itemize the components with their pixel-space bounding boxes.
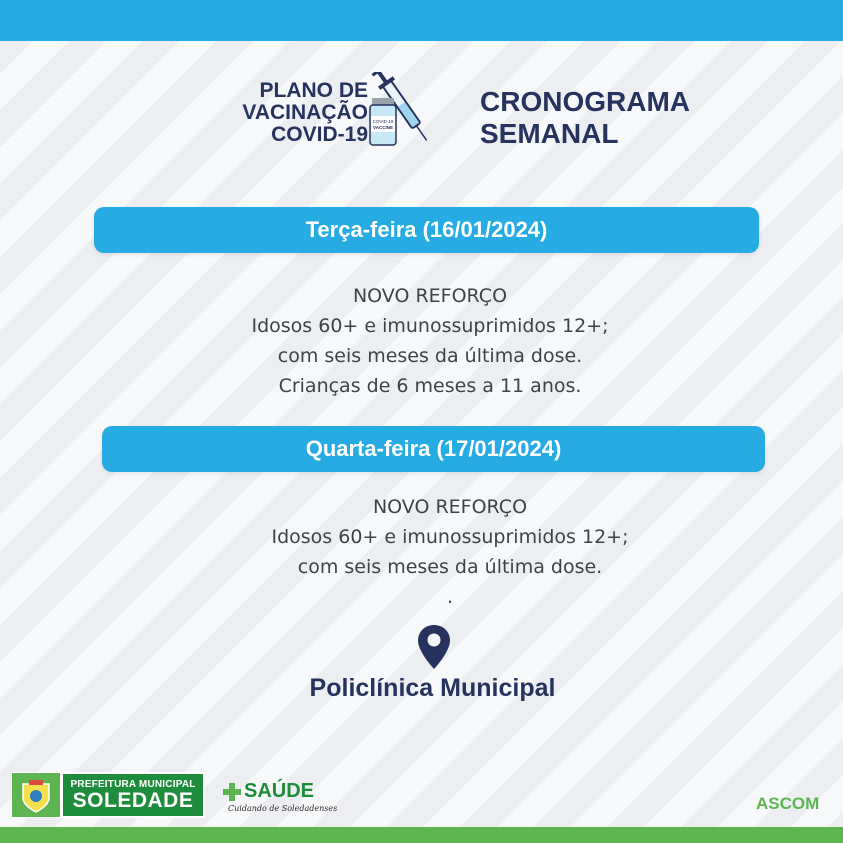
map-pin-icon bbox=[417, 624, 451, 670]
schedule-title-line-1: CRONOGRAMA bbox=[480, 86, 690, 117]
day-banner-wednesday: Quarta-feira (17/01/2024) bbox=[102, 426, 765, 472]
plan-title-line-3: COVID-19 bbox=[271, 123, 368, 146]
top-bar bbox=[0, 0, 843, 41]
booster-heading: NOVO REFORÇO bbox=[352, 285, 508, 307]
bottom-bar bbox=[0, 827, 843, 843]
syringe-vial-icon bbox=[368, 72, 434, 152]
schedule-title-line-2: SEMANAL bbox=[480, 118, 619, 149]
schedule-line: Crianças de 6 meses a 11 anos. bbox=[278, 375, 582, 397]
saude-word: SAÚDE bbox=[244, 780, 315, 802]
schedule-tuesday bbox=[130, 281, 730, 401]
booster-heading: NOVO REFORÇO bbox=[372, 496, 528, 518]
saude-logo bbox=[222, 778, 338, 818]
crest-icon bbox=[11, 772, 61, 818]
location-name: Policlínica Municipal bbox=[309, 674, 556, 702]
vial-label: VACCINE bbox=[373, 125, 393, 130]
prefeitura-soledade-logo bbox=[11, 772, 205, 818]
schedule-wednesday bbox=[150, 492, 750, 612]
vaccination-plan-title bbox=[200, 80, 368, 146]
schedule-line: Idosos 60+ e imunossuprimidos 12+; bbox=[271, 526, 629, 548]
saude-tagline: Cuidando de Soledadenses bbox=[228, 804, 338, 813]
schedule-line: com seis meses da última dose. bbox=[297, 556, 603, 578]
schedule-line: . bbox=[446, 586, 454, 608]
health-cross-icon bbox=[222, 782, 242, 802]
plan-title-line-2: VACINAÇÃO bbox=[242, 101, 368, 124]
plan-title-line-1: PLANO DE bbox=[259, 79, 368, 102]
day-banner-tuesday: Terça-feira (16/01/2024) bbox=[94, 207, 759, 253]
schedule-line: Idosos 60+ e imunossuprimidos 12+; bbox=[251, 315, 609, 337]
ascom-logo: ASCOM bbox=[756, 794, 820, 813]
prefeitura-big-text: SOLEDADE bbox=[72, 788, 194, 812]
schedule-line: com seis meses da última dose. bbox=[277, 345, 583, 367]
vial-label-small: COVID-19 bbox=[372, 119, 394, 124]
weekly-schedule-title bbox=[480, 86, 690, 150]
prefeitura-small-text: PREFEITURA MUNICIPAL bbox=[70, 778, 196, 790]
